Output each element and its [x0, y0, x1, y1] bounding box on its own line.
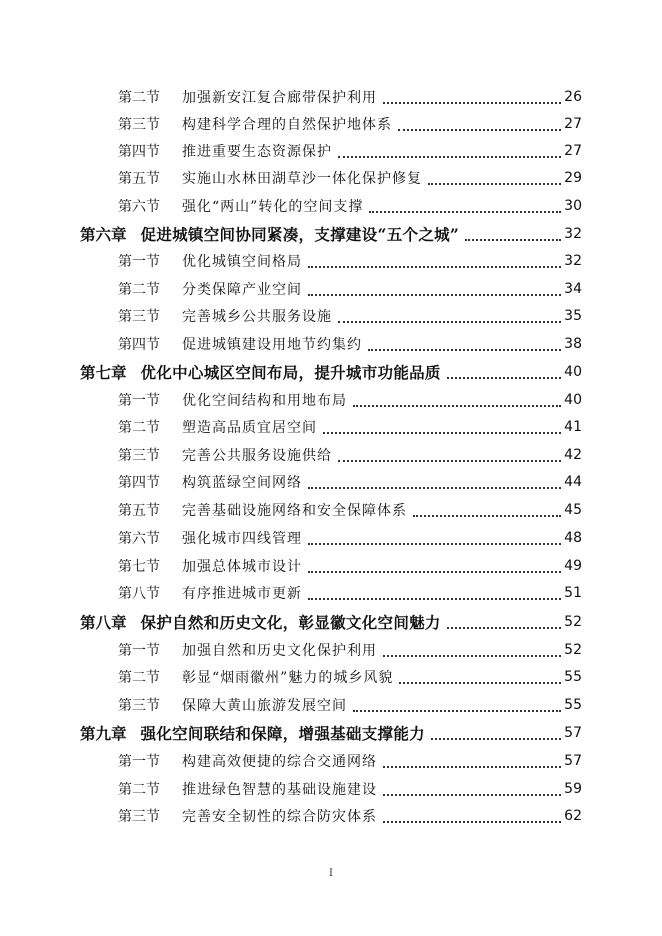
toc-entry-number: 第七节	[118, 559, 160, 575]
toc-entry-number: 第一节	[118, 643, 160, 659]
toc-dot-leader	[369, 211, 561, 213]
toc-section-entry[interactable]	[118, 84, 582, 110]
toc-entry-title: 推进重要生态资源保护	[182, 144, 332, 160]
toc-entry-page: 55	[564, 669, 582, 685]
toc-dot-leader	[383, 821, 561, 823]
toc-dot-leader	[428, 183, 561, 185]
toc-section-entry[interactable]	[118, 111, 582, 137]
toc-dot-leader	[383, 766, 561, 768]
toc-entry-title: 有序推进城市更新	[182, 586, 302, 602]
toc-entry-page: 32	[564, 253, 582, 269]
toc-section-entry[interactable]	[118, 776, 582, 802]
toc-dot-leader	[447, 377, 561, 379]
toc-section-entry[interactable]	[118, 193, 582, 219]
toc-section-entry[interactable]	[118, 525, 582, 551]
toc-section-entry[interactable]	[118, 664, 582, 690]
toc-entry-page: 55	[564, 697, 582, 713]
toc-section-entry[interactable]	[118, 469, 582, 495]
toc-entry-title: 构建高效便捷的综合交通网络	[182, 754, 377, 770]
toc-entry-number: 第九章	[80, 724, 127, 743]
toc-dot-leader	[353, 405, 561, 407]
toc-entry-title: 促进城镇建设用地节约集约	[182, 337, 362, 353]
toc-entry-page: 26	[564, 89, 582, 105]
toc-entry-number: 第六章	[80, 225, 127, 244]
toc-section-entry[interactable]	[118, 248, 582, 274]
toc-dot-leader	[308, 487, 561, 489]
toc-dot-leader	[398, 129, 561, 131]
toc-entry-page: 59	[564, 781, 582, 797]
toc-dot-leader	[338, 156, 561, 158]
toc-entry-page: 34	[564, 281, 582, 297]
toc-entry-page: 42	[564, 447, 582, 463]
toc-dot-leader	[323, 432, 561, 434]
toc-entry-page: 41	[564, 419, 582, 435]
toc-dot-leader	[383, 102, 561, 104]
toc-section-entry[interactable]	[118, 331, 582, 357]
toc-section-entry[interactable]	[118, 497, 582, 523]
toc-entry-page: 35	[564, 308, 582, 324]
toc-entry-number: 第一节	[118, 254, 160, 270]
toc-entry-title: 完善安全韧性的综合防灾体系	[182, 809, 377, 825]
toc-dot-leader	[308, 266, 561, 268]
toc-dot-leader	[353, 710, 561, 712]
toc-entry-number: 第六节	[118, 199, 160, 215]
toc-entry-page: 32	[564, 226, 582, 242]
toc-section-entry[interactable]	[118, 165, 582, 191]
toc-section-entry[interactable]	[118, 692, 582, 718]
toc-entry-page: 57	[564, 725, 582, 741]
toc-dot-leader	[308, 598, 561, 600]
toc-entry-title: 塑造高品质宜居空间	[182, 420, 317, 436]
toc-entry-title: 完善公共服务设施供给	[182, 448, 332, 464]
toc-section-entry[interactable]	[118, 748, 582, 774]
toc-chapter-entry[interactable]	[80, 720, 582, 746]
toc-dot-leader	[308, 571, 561, 573]
toc-entry-title: 完善城乡公共服务设施	[182, 309, 332, 325]
toc-entry-page: 62	[564, 808, 582, 824]
toc-entry-page: 29	[564, 170, 582, 186]
toc-section-entry[interactable]	[118, 138, 582, 164]
toc-entry-title: 强化空间联结和保障，增强基础支撑能力	[140, 724, 425, 743]
toc-entry-number: 第七章	[80, 363, 127, 382]
toc-entry-page: 49	[564, 558, 582, 574]
toc-entry-title: 优化城镇空间格局	[182, 254, 302, 270]
toc-dot-leader	[368, 349, 561, 351]
toc-entry-page: 40	[564, 364, 582, 380]
toc-entry-page: 51	[564, 585, 582, 601]
toc-dot-leader	[308, 294, 561, 296]
toc-entry-title: 构建科学合理的自然保护地体系	[182, 117, 392, 133]
toc-entry-title: 优化中心城区空间布局，提升城市功能品质	[140, 363, 441, 382]
toc-dot-leader	[447, 627, 561, 629]
toc-entry-page: 52	[564, 614, 582, 630]
toc-dot-leader	[431, 738, 561, 740]
toc-section-entry[interactable]	[118, 387, 582, 413]
toc-entry-number: 第八节	[118, 586, 160, 602]
toc-entry-title: 实施山水林田湖草沙一体化保护修复	[182, 171, 422, 187]
toc-chapter-entry[interactable]	[80, 221, 582, 247]
toc-entry-title: 促进城镇空间协同紧凑，支撑建设“五个之城”	[140, 225, 460, 244]
toc-section-entry[interactable]	[118, 803, 582, 829]
toc-entry-number: 第一节	[118, 393, 160, 409]
toc-chapter-entry[interactable]	[80, 359, 582, 385]
toc-entry-number: 第二节	[118, 670, 160, 686]
toc-entry-title: 加强新安江复合廊带保护利用	[182, 90, 377, 106]
toc-entry-title: 保障大黄山旅游发展空间	[182, 698, 347, 714]
toc-entry-title: 强化“两山”转化的空间支撑	[182, 199, 364, 215]
toc-dot-leader	[383, 655, 561, 657]
toc-entry-title: 彰显“烟雨徽州”魅力的城乡风貌	[182, 670, 394, 686]
toc-entry-number: 第四节	[118, 475, 160, 491]
toc-entry-title: 加强总体城市设计	[182, 559, 302, 575]
toc-entry-page: 27	[564, 143, 582, 159]
toc-entry-number: 第一节	[118, 754, 160, 770]
toc-section-entry[interactable]	[118, 276, 582, 302]
toc-entry-number: 第三节	[118, 809, 160, 825]
toc-entry-title: 分类保障产业空间	[182, 282, 302, 298]
toc-dot-leader	[308, 543, 561, 545]
toc-entry-number: 第三节	[118, 448, 160, 464]
toc-entry-number: 第五节	[118, 171, 160, 187]
toc-entry-title: 优化空间结构和用地布局	[182, 393, 347, 409]
toc-entry-page: 38	[564, 336, 582, 352]
toc-chapter-entry[interactable]	[80, 609, 582, 635]
toc-entry-title: 保护自然和历史文化，彰显徽文化空间魅力	[140, 613, 441, 632]
toc-entry-title: 加强自然和历史文化保护利用	[182, 643, 377, 659]
toc-entry-number: 第二节	[118, 90, 160, 106]
toc-entry-page: 44	[564, 474, 582, 490]
toc-entry-number: 第三节	[118, 117, 160, 133]
toc-entry-page: 40	[564, 392, 582, 408]
toc-section-entry[interactable]	[118, 303, 582, 329]
toc-entry-number: 第八章	[80, 613, 127, 632]
toc-entry-page: 57	[564, 753, 582, 769]
toc-dot-leader	[338, 460, 561, 462]
toc-entry-number: 第四节	[118, 337, 160, 353]
toc-entry-title: 推进绿色智慧的基础设施建设	[182, 782, 377, 798]
toc-section-entry[interactable]	[118, 637, 582, 663]
toc-entry-number: 第二节	[118, 420, 160, 436]
toc-entry-page: 52	[564, 642, 582, 658]
toc-section-entry[interactable]	[118, 414, 582, 440]
toc-entry-page: 27	[564, 116, 582, 132]
toc-dot-leader	[338, 321, 561, 323]
toc-entry-number: 第六节	[118, 531, 160, 547]
footer-page-number: I	[329, 868, 333, 879]
toc-entry-page: 45	[564, 502, 582, 518]
toc-entry-page: 30	[564, 198, 582, 214]
toc-entry-number: 第五节	[118, 503, 160, 519]
toc-section-entry[interactable]	[118, 580, 582, 606]
toc-entry-number: 第三节	[118, 309, 160, 325]
toc-section-entry[interactable]	[118, 442, 582, 468]
toc-entry-number: 第三节	[118, 698, 160, 714]
toc-dot-leader	[413, 515, 561, 517]
toc-dot-leader	[399, 682, 561, 684]
toc-entry-number: 第四节	[118, 144, 160, 160]
toc-entry-number: 第二节	[118, 782, 160, 798]
toc-entry-title: 完善基础设施网络和安全保障体系	[182, 503, 407, 519]
toc-entry-title: 强化城市四线管理	[182, 531, 302, 547]
toc-entry-title: 构筑蓝绿空间网络	[182, 475, 302, 491]
toc-section-entry[interactable]	[118, 553, 582, 579]
toc-dot-leader	[383, 794, 561, 796]
toc-entry-page: 48	[564, 530, 582, 546]
toc-entry-number: 第二节	[118, 282, 160, 298]
toc-dot-leader	[465, 239, 561, 241]
